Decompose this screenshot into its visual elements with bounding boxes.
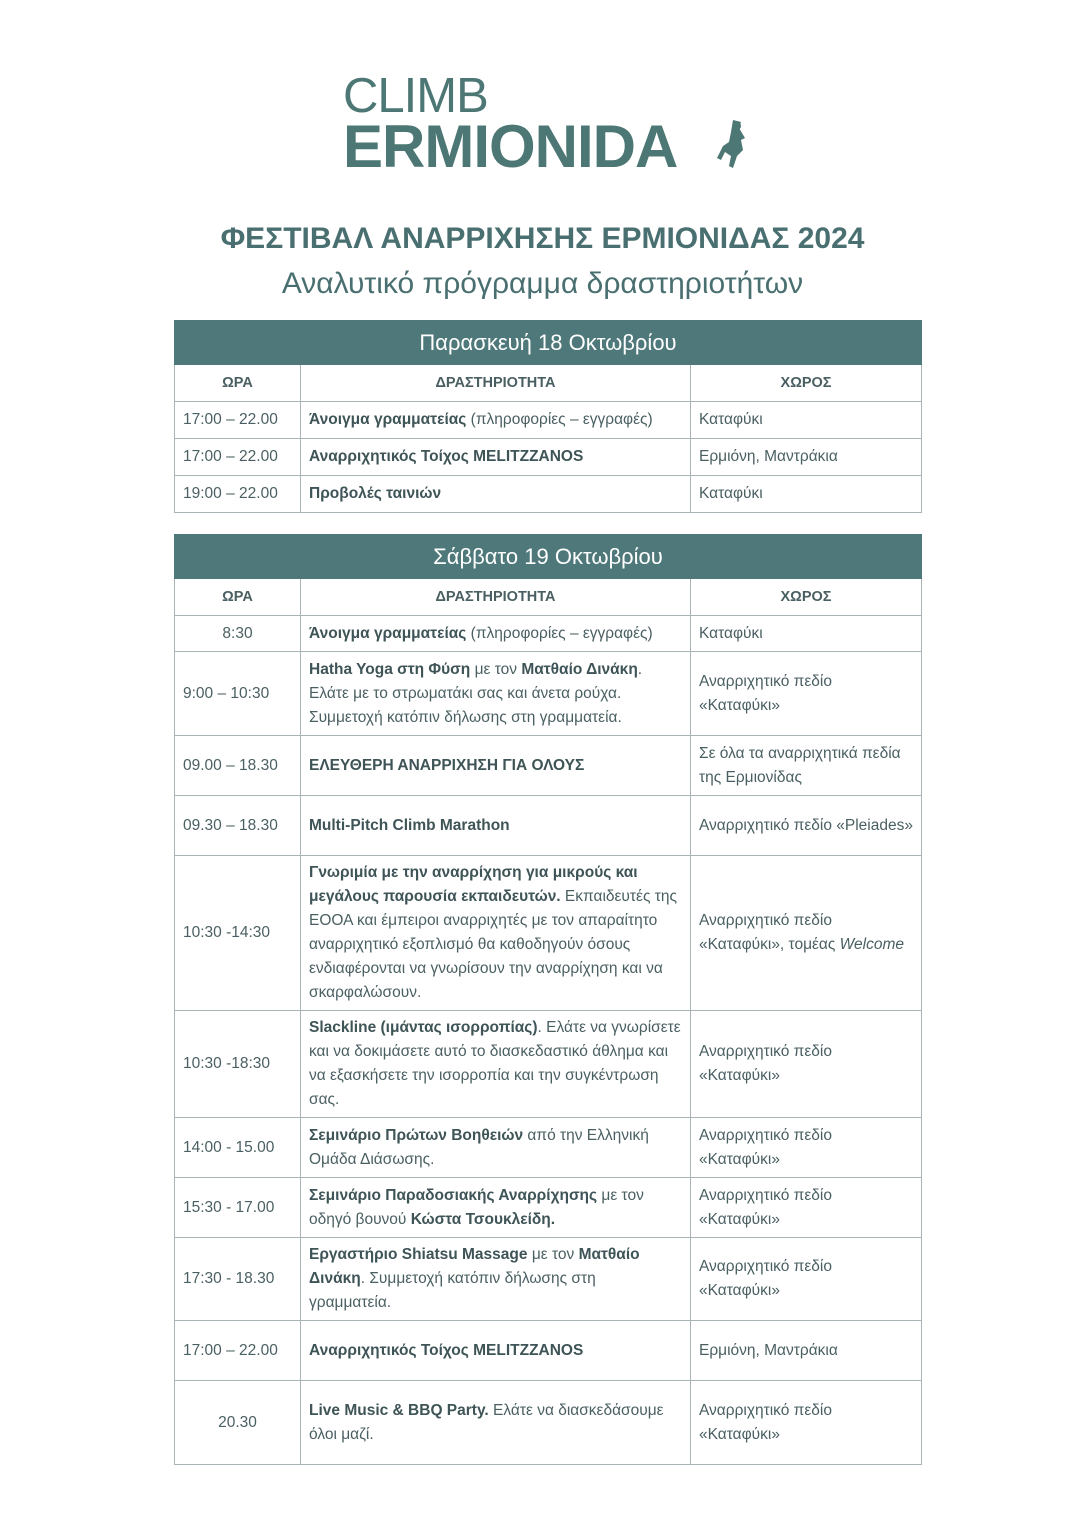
time-cell: 17:00 – 22.00 [175, 402, 301, 439]
saturday-schedule-table [174, 534, 922, 1465]
table-row [175, 736, 922, 796]
page-title: ΦΕΣΤΙΒΑΛ ΑΝΑΡΡΙΧΗΣΗΣ ΕΡΜΙΟΝΙΔΑΣ 2024 [220, 222, 865, 255]
activity-title: Εργαστήριο Shiatsu Massage [309, 1246, 528, 1263]
table-row [175, 856, 922, 1011]
column-header-time: ΩΡΑ [175, 579, 301, 616]
column-header-activity: ΔΡΑΣΤΗΡΙΟΤΗΤΑ [301, 579, 691, 616]
activity-cell [301, 1011, 691, 1118]
activity-cell [301, 736, 691, 796]
time-cell: 15:30 - 17.00 [175, 1178, 301, 1238]
activity-title: Άνοιγμα γραμματείας [309, 411, 467, 428]
table-row [175, 1381, 922, 1465]
instructor-name: Κώστα Τσουκλείδη. [410, 1210, 556, 1228]
table-row [175, 1321, 922, 1381]
day-header-friday: Παρασκευή 18 Οκτωβρίου [175, 321, 922, 365]
time-cell: 14:00 - 15.00 [175, 1118, 301, 1178]
activity-title: Σεμινάριο Πρώτων Βοηθειών [309, 1126, 524, 1144]
time-cell: 17:00 – 22.00 [175, 439, 301, 476]
table-row [175, 439, 922, 476]
activity-cell [301, 1238, 691, 1321]
activity-title: Live Music & BBQ Party. [309, 1401, 489, 1419]
friday-schedule-table [174, 320, 922, 513]
time-cell: 17:30 - 18.30 [175, 1238, 301, 1321]
activity-title: Σεμινάριο Παραδοσιακής Αναρρίχησης [309, 1186, 598, 1204]
activity-title: Γνωριμία με την αναρρίχηση για μικρούς και μεγάλους παρουσία εκπαιδευτών. [309, 864, 638, 905]
activity-detail: από την Ελληνική Ομάδα Διάσωσης. [309, 1126, 649, 1168]
page-subtitle: Αναλυτικό πρόγραμμα δραστηριοτήτων [281, 267, 804, 300]
place-cell: Αναρριχητικό πεδίο «Pleiades» [691, 796, 922, 856]
place-cell: Αναρριχητικό πεδίο «Καταφύκι» [691, 652, 922, 736]
column-header-activity: ΔΡΑΣΤΗΡΙΟΤΗΤΑ [301, 365, 691, 402]
day-header-saturday: Σάββατο 19 Οκτωβρίου [175, 535, 922, 579]
table-row [175, 1238, 922, 1321]
logo-text-ermionida: ERMIONIDA [343, 113, 678, 180]
table-row [175, 616, 922, 652]
activity-detail: με τον οδηγό βουνού [309, 1186, 644, 1228]
climber-icon [711, 116, 751, 186]
activity-detail: . Ελάτε να γνωρίσετε και να δοκιμάσετε αυτό το διασκεδαστικό άθλημα και να εξασκήσετε την ισορροπία και την συγκέντρωση σας. [309, 1019, 681, 1108]
activity-detail: . Ελάτε με το στρωματάκι σας και άνετα ρούχα. Συμμετοχή κατόπιν δήλωσης στη γραμματεία. [309, 660, 643, 726]
table-row [175, 1178, 922, 1238]
activity-cell [301, 796, 691, 856]
column-header-time: ΩΡΑ [175, 365, 301, 402]
activity-cell [301, 1118, 691, 1178]
instructor-name: Ματθαίο Δινάκη [309, 1246, 640, 1287]
time-cell: 10:30 -14:30 [175, 856, 301, 1011]
time-cell: 8:30 [175, 616, 301, 652]
time-cell: 09.00 – 18.30 [175, 736, 301, 796]
activity-title: Slackline (ιμάντας ισορροπίας) [309, 1019, 538, 1036]
place-cell: Ερμιόνη, Μαντράκια [691, 1321, 922, 1381]
activity-detail: με τον [470, 660, 522, 678]
time-cell: 20.30 [175, 1381, 301, 1465]
place-cell: Ερμιόνη, Μαντράκια [691, 439, 922, 476]
activity-title: Άνοιγμα γραμματείας [309, 624, 467, 642]
place-text: Αναρριχητικό πεδίο «Καταφύκι», τομέας [699, 912, 840, 953]
logo-text-climb: CLIMB [343, 69, 488, 123]
activity-title: Αναρριχητικός Τοίχος MELITZZANOS [309, 448, 584, 465]
activity-title: ΕΛΕΥΘΕΡΗ ΑΝΑΡΡΙΧΗΣΗ ΓΙΑ ΟΛΟΥΣ [309, 756, 585, 774]
activity-cell [301, 616, 691, 652]
place-cell: Αναρριχητικό πεδίο «Καταφύκι» [691, 1118, 922, 1178]
activity-title: Προβολές ταινιών [309, 485, 442, 502]
table-row [175, 1011, 922, 1118]
activity-detail: Εκπαιδευτές της ΕΟΟΑ και έμπειροι αναρριχητές με τον απαραίτητο αναρριχητικό εξοπλισμό θα καθοδηγούν όσους ενδιαφέρονται να γνωρίσουν την αναρρίχηση και να σκαρφαλώσουν. [309, 888, 677, 1001]
table-row [175, 1118, 922, 1178]
activity-cell [301, 856, 691, 1011]
activity-detail: (πληροφορίες – εγγραφές) [466, 411, 653, 428]
time-cell: 19:00 – 22.00 [175, 476, 301, 513]
time-cell: 17:00 – 22.00 [175, 1321, 301, 1381]
activity-detail: με τον [527, 1246, 579, 1263]
place-cell [691, 856, 922, 1011]
activity-cell [301, 439, 691, 476]
time-cell: 10:30 -18:30 [175, 1011, 301, 1118]
activity-cell [301, 1178, 691, 1238]
activity-detail: Ελάτε να διασκεδάσουμε όλοι μαζί. [309, 1401, 664, 1443]
instructor-name: Ματθαίο Δινάκη [521, 660, 638, 678]
place-sector: Welcome [839, 936, 904, 953]
column-header-place: ΧΩΡΟΣ [691, 365, 922, 402]
activity-cell [301, 476, 691, 513]
place-cell: Αναρριχητικό πεδίο «Καταφύκι» [691, 1238, 922, 1321]
activity-cell [301, 1381, 691, 1465]
place-cell: Αναρριχητικό πεδίο «Καταφύκι» [691, 1011, 922, 1118]
place-cell: Καταφύκι [691, 476, 922, 513]
place-cell: Αναρριχητικό πεδίο «Καταφύκι» [691, 1381, 922, 1465]
place-cell: Αναρριχητικό πεδίο «Καταφύκι» [691, 1178, 922, 1238]
place-cell: Σε όλα τα αναρριχητικά πεδία της Ερμιονίδας [691, 736, 922, 796]
table-row [175, 402, 922, 439]
place-cell: Καταφύκι [691, 616, 922, 652]
column-header-place: ΧΩΡΟΣ [691, 579, 922, 616]
table-row [175, 476, 922, 513]
activity-title: Hatha Yoga στη Φύση [309, 660, 471, 678]
climb-ermionida-logo [343, 69, 743, 180]
table-row [175, 796, 922, 856]
table-row [175, 652, 922, 736]
activity-cell [301, 1321, 691, 1381]
activity-cell [301, 402, 691, 439]
time-cell: 9:00 – 10:30 [175, 652, 301, 736]
activity-cell [301, 652, 691, 736]
place-cell: Καταφύκι [691, 402, 922, 439]
activity-detail: (πληροφορίες – εγγραφές) [466, 624, 653, 642]
activity-title: Αναρριχητικός Τοίχος MELITZZANOS [309, 1341, 584, 1359]
activity-title: Multi-Pitch Climb Marathon [309, 816, 510, 834]
time-cell: 09.30 – 18.30 [175, 796, 301, 856]
activity-detail: . Συμμετοχή κατόπιν δήλωσης στη γραμματεία. [309, 1270, 596, 1311]
